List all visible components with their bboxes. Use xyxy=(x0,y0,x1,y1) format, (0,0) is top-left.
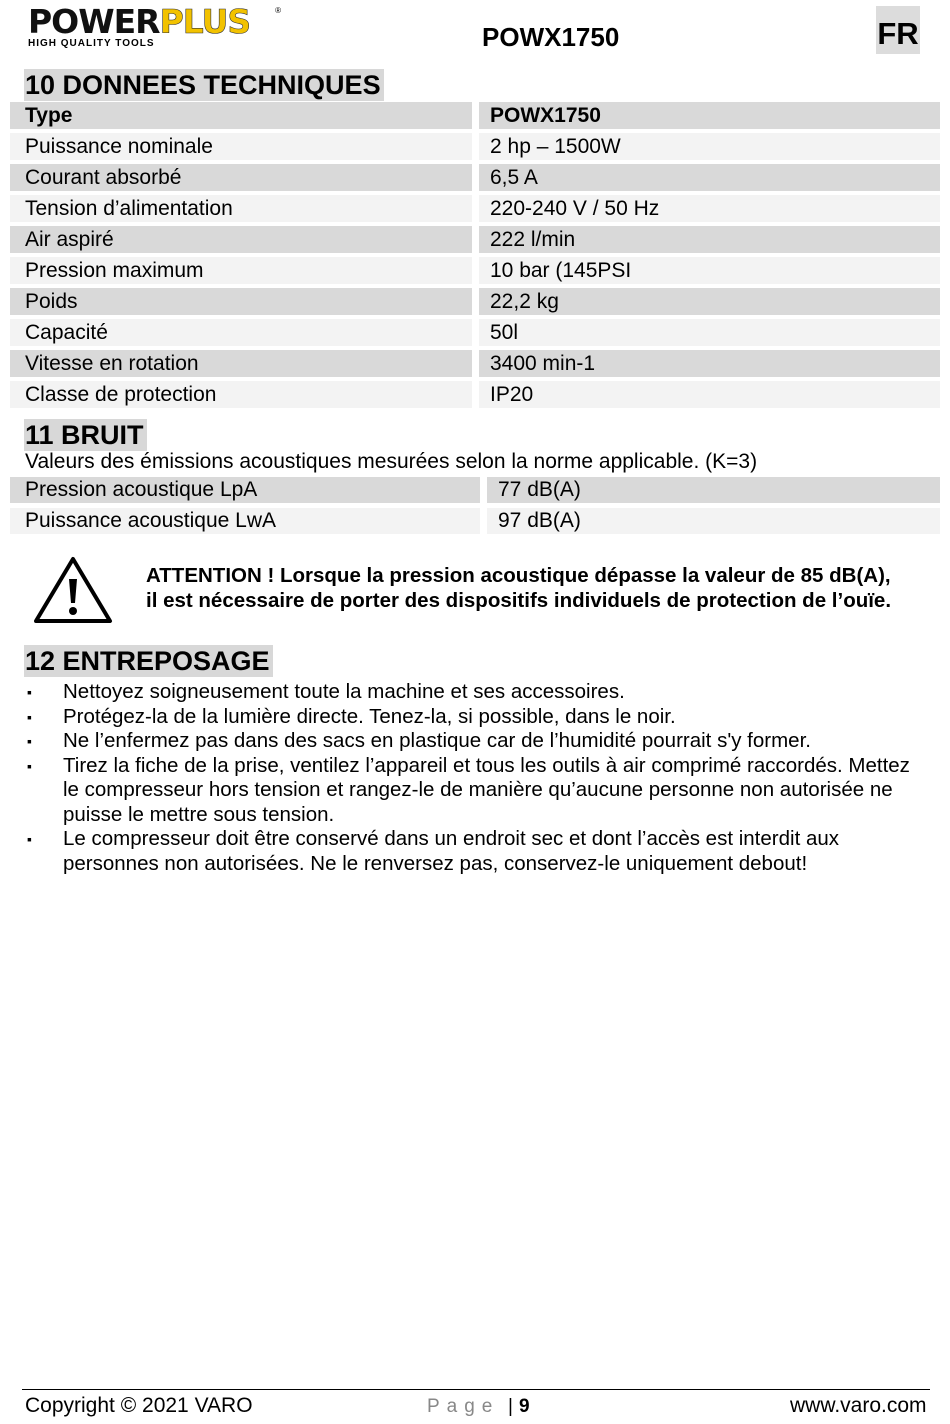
section-11-heading xyxy=(24,419,147,451)
spec-label: Puissance nominale xyxy=(10,133,472,160)
noise-value: 97 dB(A) xyxy=(487,508,940,534)
powerplus-logo xyxy=(28,4,283,50)
warning-triangle-icon xyxy=(32,555,114,625)
section-12-title: 12 ENTREPOSAGE xyxy=(24,645,273,677)
spec-value: 10 bar (145PSI xyxy=(479,257,940,284)
table-row xyxy=(10,131,940,162)
spec-label: Tension d’alimentation xyxy=(10,195,472,222)
table-row xyxy=(10,379,940,410)
footer-url-link[interactable]: www.varo.com xyxy=(790,1394,927,1417)
table-row xyxy=(10,193,940,224)
bullet-icon: ▪ xyxy=(27,708,32,725)
spec-table xyxy=(10,100,940,410)
storage-list xyxy=(25,680,915,876)
table-row xyxy=(10,224,940,255)
table-row xyxy=(10,255,940,286)
spec-label: Classe de protection xyxy=(10,381,472,408)
spec-label: Courant absorbé xyxy=(10,164,472,191)
logo-wordmark xyxy=(28,4,283,40)
list-item-text: Le compresseur doit être conservé dans un endroit sec et dont l’accès est interdit aux personnes non autorisées. Ne le renversez pas, conservez-le uniquement debout! xyxy=(63,827,840,875)
table-row xyxy=(10,162,940,193)
list-item xyxy=(25,705,915,730)
table-row xyxy=(10,100,940,131)
bullet-icon: ▪ xyxy=(27,684,32,700)
footer-divider xyxy=(22,1389,930,1390)
spec-value: 50l xyxy=(479,319,940,346)
warning-line: ATTENTION ! Lorsque la pression acoustique dépasse la valeur de 85 dB(A), xyxy=(146,564,891,587)
footer-page-label: Page xyxy=(427,1396,500,1417)
list-item xyxy=(25,680,915,705)
list-item xyxy=(25,729,915,754)
spec-label: Type xyxy=(10,102,472,129)
spec-value: POWX1750 xyxy=(479,102,940,129)
noise-warning xyxy=(146,563,946,613)
spec-value: 2 hp – 1500W xyxy=(479,133,940,160)
noise-value: 77 dB(A) xyxy=(487,477,940,503)
table-row xyxy=(10,317,940,348)
spec-label: Air aspiré xyxy=(10,226,472,253)
spec-label: Capacité xyxy=(10,319,472,346)
logo-power-text: POWER xyxy=(28,2,160,41)
section-11-title: 11 BRUIT xyxy=(24,419,147,451)
logo-plus-text: PLUS xyxy=(159,2,251,41)
footer-page-number: 9 xyxy=(519,1396,530,1417)
noise-label: Puissance acoustique LwA xyxy=(10,508,480,534)
list-item-text: Ne l’enfermez pas dans des sacs en plastique car de l’humidité pourrait s'y former. xyxy=(63,729,811,752)
spec-label: Poids xyxy=(10,288,472,315)
warning-line: il est nécessaire de porter des dispositifs individuels de protection de l’ouïe. xyxy=(146,589,892,612)
spec-label: Vitesse en rotation xyxy=(10,350,472,377)
table-row xyxy=(10,475,940,506)
list-item-text: Protégez-la de la lumière directe. Tenez-la, si possible, dans le noir. xyxy=(63,704,676,728)
logo-tagline: HIGH QUALITY TOOLS xyxy=(28,38,155,49)
header-model: POWX1750 xyxy=(482,22,620,52)
bullet-icon: ▪ xyxy=(27,733,32,749)
list-item xyxy=(25,754,915,828)
spec-label: Pression maximum xyxy=(10,257,472,284)
table-row xyxy=(10,286,940,317)
language-badge: FR xyxy=(876,6,920,54)
spec-value: 6,5 A xyxy=(479,164,940,191)
footer-separator: | xyxy=(508,1396,513,1417)
table-row xyxy=(10,348,940,379)
spec-value: 3400 min-1 xyxy=(479,350,940,377)
noise-table xyxy=(10,475,940,537)
spec-value: 220-240 V / 50 Hz xyxy=(479,195,940,222)
list-item xyxy=(25,827,915,876)
bullet-icon: ▪ xyxy=(27,757,32,774)
section-12-heading xyxy=(24,645,273,677)
bullet-icon: ▪ xyxy=(27,831,32,847)
table-row xyxy=(10,506,940,537)
logo-registered-mark: ® xyxy=(275,6,281,15)
noise-label: Pression acoustique LpA xyxy=(10,477,480,503)
list-item-text: Tirez la fiche de la prise, ventilez l’appareil et tous les outils à air comprimé raccordés. Mettez le compresseur hors tension et rangez-le de manière qu’aucune personne non autorisée ne puisse le mettre sous tension. xyxy=(63,753,910,826)
noise-intro-text: Valeurs des émissions acoustiques mesurées selon la norme applicable. (K=3) xyxy=(25,450,758,473)
footer-copyright: Copyright © 2021 VARO xyxy=(25,1394,253,1417)
section-10-title: 10 DONNEES TECHNIQUES xyxy=(24,69,384,101)
spec-value: IP20 xyxy=(479,381,940,408)
spec-value: 22,2 kg xyxy=(479,288,940,315)
section-10-heading xyxy=(24,69,384,101)
spec-value: 222 l/min xyxy=(479,226,940,253)
list-item-text: Nettoyez soigneusement toute la machine et ses accessoires. xyxy=(63,680,625,703)
